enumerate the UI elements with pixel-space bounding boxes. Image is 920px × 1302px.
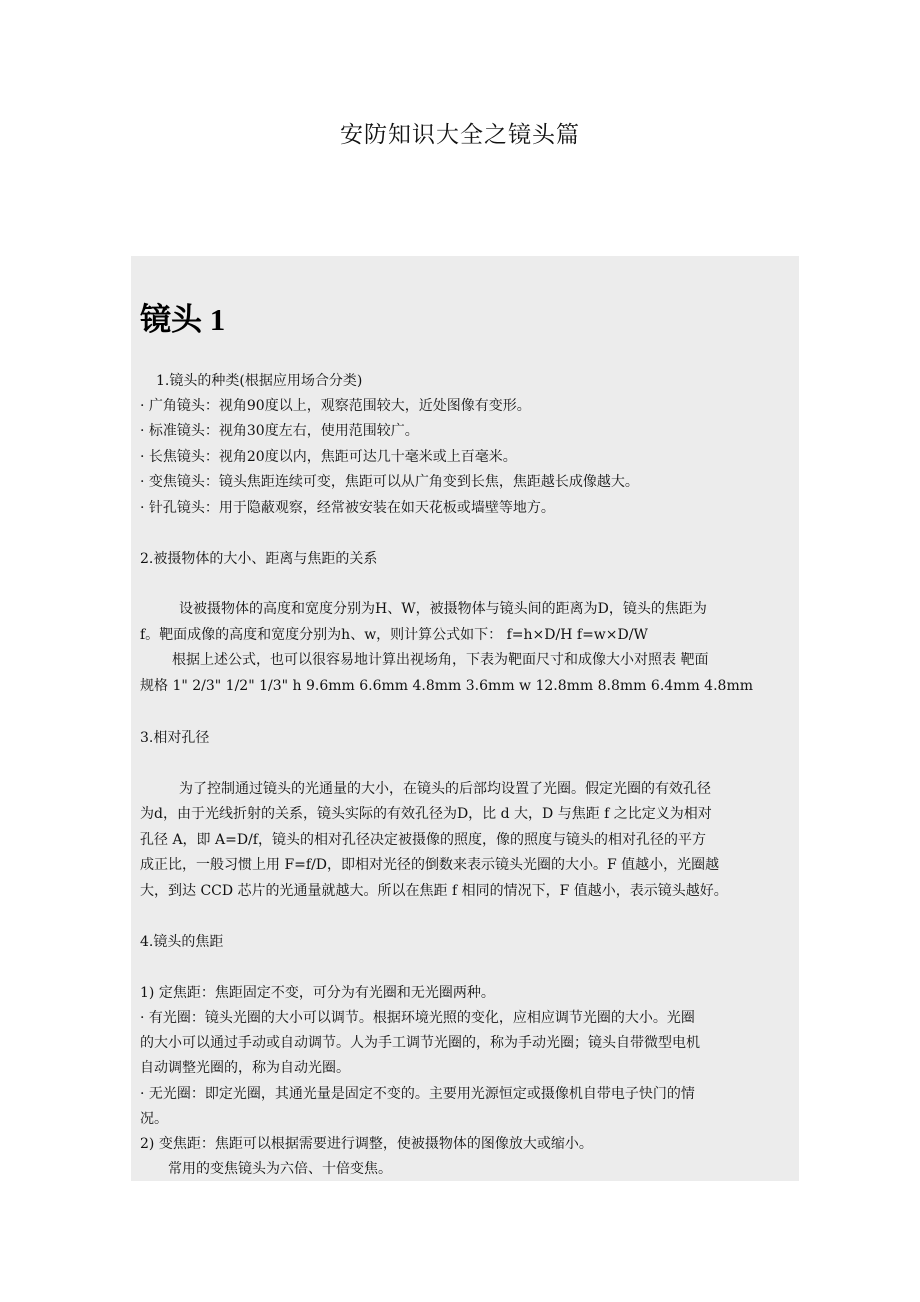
subsection-relative-aperture: 3.相对孔径 bbox=[140, 730, 210, 746]
paragraph-line: 的大小可以通过手动或自动调节。人为手工调节光圈的，称为手动光圈；镜头自带微型电机 bbox=[140, 1035, 700, 1051]
list-item-wide-angle: · 广角镜头：视角90度以上，观察范围较大，近处图像有变形。 bbox=[140, 398, 531, 414]
content-panel bbox=[131, 256, 799, 1181]
paragraph-line: 为了控制通过镜头的光通量的大小，在镜头的后部均设置了光圈。假定光圈的有效孔径 bbox=[179, 781, 711, 797]
paragraph-line: 大，到达 CCD 芯片的光通量就越大。所以在焦距 f 相同的情况下，F 值越小，表示镜头越好。 bbox=[140, 883, 728, 899]
paragraph-line: 孔径 A，即 A=D/f，镜头的相对孔径决定被摄像的照度，像的照度与镜头的相对孔径的平方 bbox=[140, 832, 706, 848]
paragraph-line: f。靶面成像的高度和宽度分别为h、w，则计算公式如下： f=h×D/H f=w×D/W bbox=[140, 627, 648, 643]
paragraph-line: 设被摄物体的高度和宽度分别为H、W，被摄物体与镜头间的距离为D，镜头的焦距为 bbox=[179, 601, 707, 617]
list-item-iris: · 有光圈：镜头光圈的大小可以调节。根据环境光照的变化，应相应调节光圈的大小。光圈 bbox=[140, 1010, 695, 1026]
list-item-fixed-focal: 1) 定焦距：焦距固定不变，可分为有光圈和无光圈两种。 bbox=[140, 985, 495, 1001]
paragraph-line: 规格 1" 2/3" 1/2" 1/3" h 9.6mm 6.6mm 4.8mm 3.6mm w 12.8mm 8.8mm 6.4mm 4.8mm bbox=[140, 678, 753, 694]
subsection-size-distance: 2.被摄物体的大小、距离与焦距的关系 bbox=[140, 551, 378, 567]
page-title: 安防知识大全之镜头篇 bbox=[340, 122, 580, 148]
section-heading: 镜头 1 bbox=[140, 302, 226, 337]
list-item-no-iris: · 无光圈：即定光圈，其通光量是固定不变的。主要用光源恒定或摄像机自带电子快门的情 bbox=[140, 1086, 695, 1102]
paragraph-line: 况。 bbox=[140, 1111, 168, 1127]
list-item-telephoto: · 长焦镜头：视角20度以内，焦距可达几十毫米或上百毫米。 bbox=[140, 449, 517, 465]
paragraph-line: 自动调整光圈的，称为自动光圈。 bbox=[140, 1060, 350, 1076]
subsection-lens-types: 1.镜头的种类(根据应用场合分类) bbox=[156, 373, 363, 389]
paragraph-line: 成正比，一般习惯上用 F=f/D，即相对光径的倒数来表示镜头光圈的大小。F 值越小，光圈越 bbox=[140, 857, 720, 873]
list-item-pinhole: · 针孔镜头：用于隐蔽观察，经常被安装在如天花板或墙壁等地方。 bbox=[140, 500, 555, 516]
paragraph-line: 常用的变焦镜头为六倍、十倍变焦。 bbox=[168, 1161, 392, 1177]
subsection-focal-length: 4.镜头的焦距 bbox=[140, 934, 224, 950]
paragraph-line: 为d，由于光线折射的关系，镜头实际的有效孔径为D，比 d 大，D 与焦距 f 之比定义为相对 bbox=[140, 806, 712, 822]
list-item-zoom: · 变焦镜头：镜头焦距连续可变，焦距可以从广角变到长焦，焦距越长成像越大。 bbox=[140, 474, 639, 490]
list-item-standard: · 标准镜头：视角30度左右，使用范围较广。 bbox=[140, 423, 419, 439]
paragraph-line: 根据上述公式，也可以很容易地计算出视场角，下表为靶面尺寸和成像大小对照表 靶面 bbox=[172, 652, 709, 668]
list-item-variable-focal: 2) 变焦距：焦距可以根据需要进行调整，使被摄物体的图像放大或缩小。 bbox=[140, 1136, 593, 1152]
